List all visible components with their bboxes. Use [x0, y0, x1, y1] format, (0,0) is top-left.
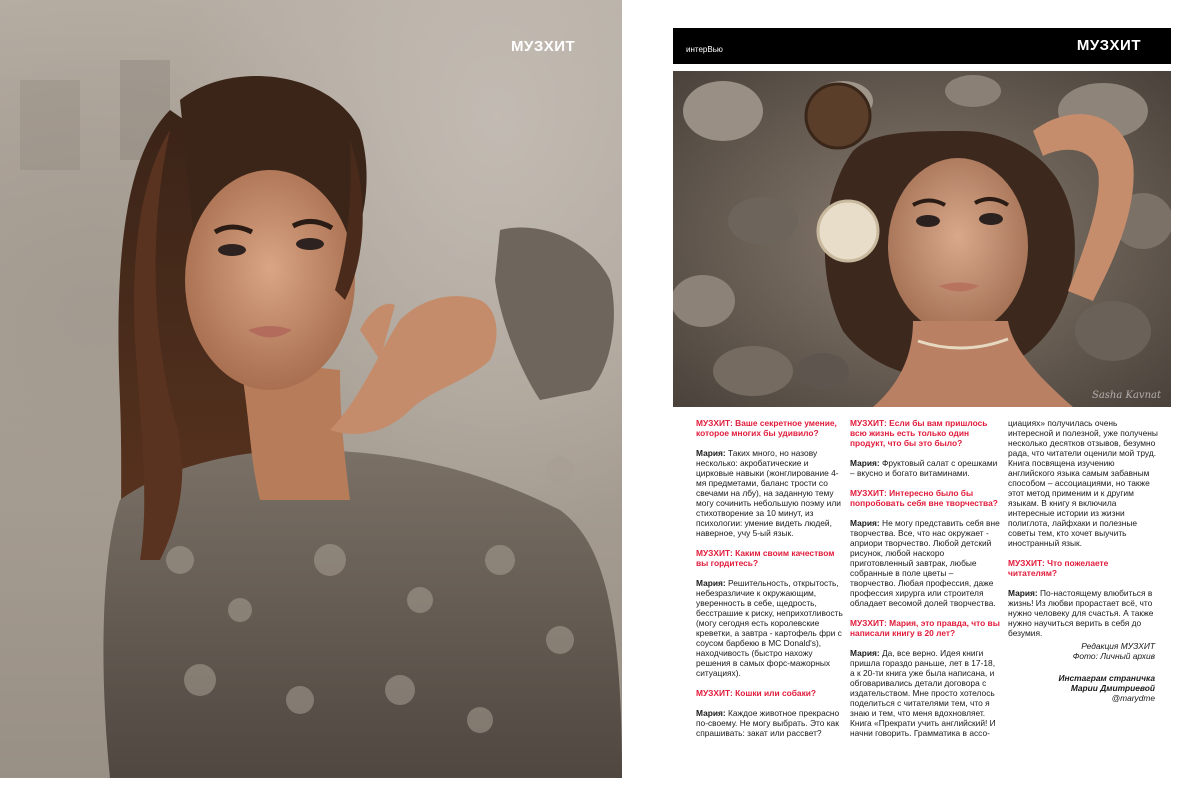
article-column-1	[696, 418, 846, 748]
portrait-photo-right	[673, 71, 1171, 407]
magazine-brand-logo-right: МУЗХИТ	[1076, 37, 1141, 54]
article-column-3	[1008, 418, 1158, 648]
interview-answer: Мария: По-настоящему влюбиться в жизнь! Из любви прорастает всё, что нужно человеку для счастья. А также нужно научиться верить в себя до безумия.	[1008, 588, 1154, 638]
interview-answer: Мария: Да, все верно. Идея книги пришла гораздо раньше, лет в 17-18, а к 20-ти книга уже была написана, и обговаривались детали договора с издательством. Мне просто хотелось поделиться с читателями тем, что я знаю и тем, что меня вдохновляет. Книга «Прекрати учить английский! И начни говорить. Грамматика в ассо-	[850, 648, 996, 738]
interview-question: МУЗХИТ: Мария, это правда, что вы написали книгу в 20 лет?	[850, 618, 1000, 638]
instagram-owner: Марии Дмитриевой	[1070, 683, 1155, 693]
section-label: интерВью	[686, 45, 723, 54]
interview-question: МУЗХИТ: Если бы вам пришлось всю жизнь есть только один продукт, что бы это было?	[850, 418, 988, 448]
interview-question: МУЗХИТ: Что пожелаете читателям?	[1008, 558, 1109, 578]
interview-answer: Мария: Таких много, но назову несколько: акробатические и цирковые навыки (жонглирование 4-мя предметами, баланс трости со свечами на лбу), на заданную тему могу сочинить небольшую поэму или стихотворение за 10 минут, из психологии: умение видеть людей, наверное, учу 5-ый язык.	[696, 448, 841, 538]
interview-answer: Мария: Каждое животное прекрасно по-своему. Не могу выбрать. Это как спрашивать: закат или рассвет?	[696, 708, 840, 738]
instagram-handle[interactable]: @marydme	[1111, 693, 1155, 703]
editor-credit: Редакция МУЗХИТ	[1081, 641, 1155, 651]
interview-answer: Мария: Не могу представить себя вне творчества. Все, что нас окружает - априори творчество. Любой детский рисунок, любой наскоро приготовленный завтрак, любые собранные в поле цветы – творчество. Любая профессия, даже профессия хирурга или строителя обладает весомой долей творчества.	[850, 518, 1000, 608]
article-column-2	[850, 418, 1000, 748]
interview-question: МУЗХИТ: Ваше секретное умение, которое многих бы удивило?	[696, 418, 837, 438]
photo-credit: Фото: Личный архив	[1072, 651, 1155, 661]
instagram-label: Инстаграм страничка	[1058, 673, 1155, 683]
photographer-signature: Sasha Kavnat	[1091, 390, 1161, 401]
interview-answer: Мария: Решительность, открытость, небезразличие к окружающим, уверенность в себе, щедрость, бесстрашие к риску, неприхотливость (могу сегодня есть королевские креветки, а завтра - картофель фри с соусом барбекю в MC Donald's), находчивость (быстро нахожу решения в самых форс-мажорных ситуациях).	[696, 578, 843, 678]
interview-question: МУЗХИТ: Кошки или собаки?	[696, 688, 817, 698]
interview-question: МУЗХИТ: Интересно было бы попробовать себя вне творчества?	[850, 488, 998, 508]
interview-answer-continued: циациях» получилась очень интересной и полезной, уже получены несколько десятков отзывов, безумно рада, что читатели оценили мой труд. Книга посвящена изучению английского языка самым забавным способом – ассоциациями, но также этот метод применим и к другим языкам. В книгу я включила интересные истории из жизни полиглота, лайфхаки и полезные советы тем, кто хочет выучить иностранный язык.	[1008, 418, 1158, 548]
interview-answer: Мария: Фруктовый салат с орешками – вкусно и богато витаминами.	[850, 458, 998, 478]
magazine-brand-logo-left: МУЗХИТ	[511, 38, 576, 55]
page-header-bar	[673, 28, 1171, 64]
article-credits	[1058, 641, 1155, 703]
interview-question: МУЗХИТ: Каким своим качеством вы гордитесь?	[696, 548, 835, 568]
lying-portrait-illustration	[673, 71, 1171, 407]
